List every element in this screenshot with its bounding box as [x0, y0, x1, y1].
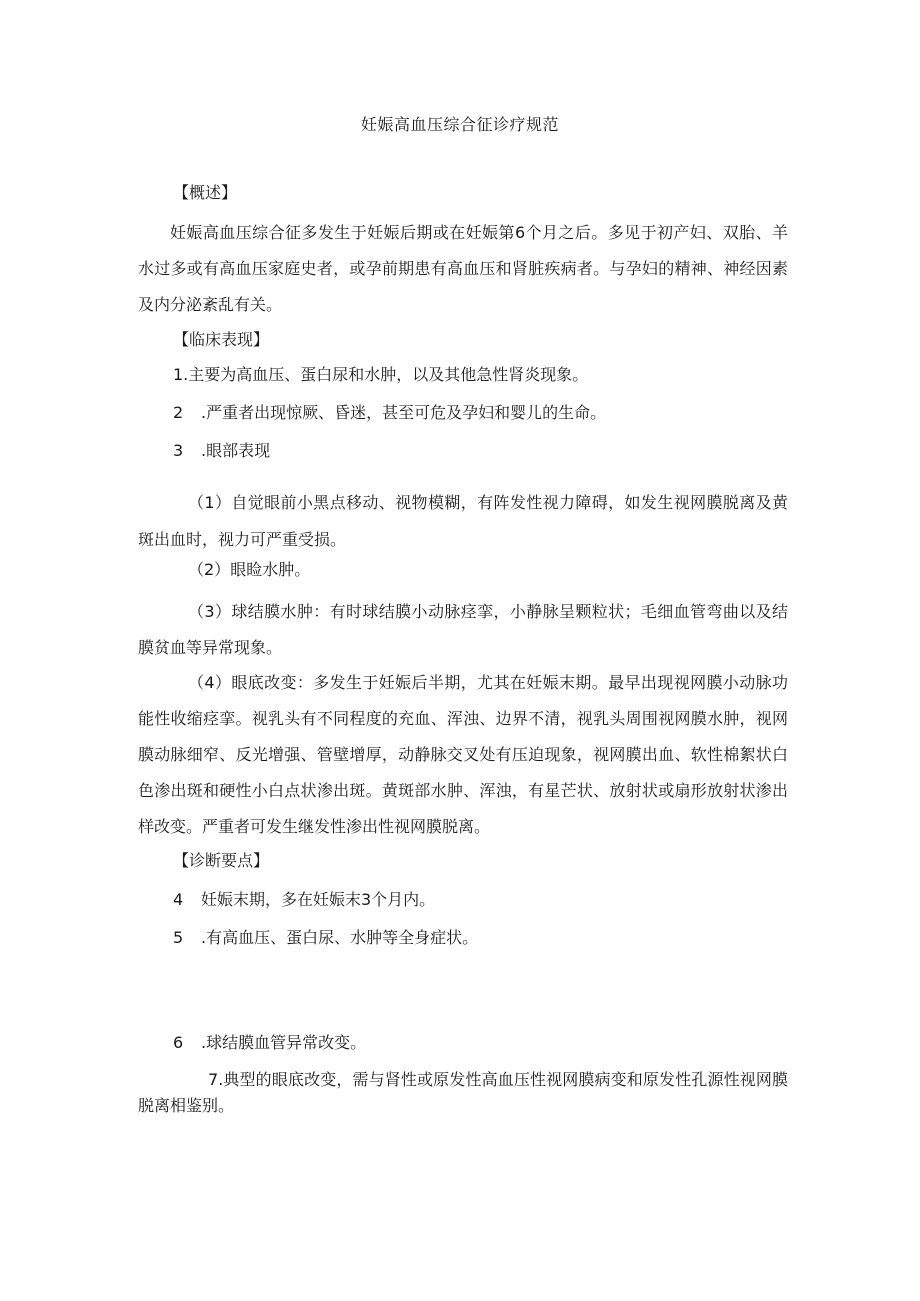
clinical-item-num: 2	[173, 403, 184, 422]
clinical-item-3	[138, 438, 788, 464]
diagnosis-item-4	[138, 887, 788, 913]
diagnosis-item-7	[138, 1067, 788, 1119]
clinical-item-text: 主要为高血压、蛋白尿和水肿，以及其他急性肾炎现象。	[188, 365, 589, 384]
diagnosis-item-num: 5	[173, 928, 184, 947]
eye-item-2	[138, 557, 788, 583]
diagnosis-section	[138, 848, 788, 874]
clinical-item-num: 1.	[173, 365, 189, 384]
document-title: 妊娠高血压综合征诊疗规范	[360, 115, 559, 134]
eye-item-num: （1）	[188, 493, 232, 512]
eye-item-num: （2）	[188, 560, 231, 579]
clinical-item-num: 3	[173, 441, 184, 460]
diagnosis-item-text: .有高血压、蛋白尿、水肿等全身症状。	[201, 928, 479, 947]
clinical-item-text: .眼部表现	[201, 441, 271, 460]
diagnosis-item-5	[138, 925, 788, 951]
diagnosis-item-text: .球结膜血管异常改变。	[201, 1033, 367, 1052]
eye-item-text: 球结膜水肿：有时球结膜小动脉痉挛，小静脉呈颗粒状；毛细血管弯曲以及结膜贫血等异常现象。	[138, 602, 788, 657]
eye-item-num: （3）	[188, 602, 232, 621]
diagnosis-item-6	[138, 1030, 788, 1056]
clinical-item-text: .严重者出现惊厥、昏迷，甚至可危及孕妇和婴儿的生命。	[201, 403, 607, 422]
overview-body	[138, 215, 788, 323]
overview-text: 妊娠高血压综合征多发生于妊娠后期或在妊娠第6个月之后。多见于初产妇、双胎、羊水过多或有高血压家庭史者，或孕前期患有高血压和肾脏疾病者。与孕妇的精神、神经因素及内分泌紊乱有关。	[138, 223, 788, 314]
eye-item-text: 眼底改变：多发生于妊娠后半期，尤其在妊娠末期。最早出现视网膜小动脉功能性收缩痉挛。视乳头有不同程度的充血、浑浊、边界不清，视乳头周围视网膜水肿，视网膜动脉细窄、反光增强、管壁增厚，动静脉交叉处有压迫现象，视网膜出血、软性棉絮状白色渗出斑和硬性小白点状渗出斑。黄斑部水肿、浑浊，有星芒状、放射状或扇形放射状渗出样改变。严重者可发生继发性渗出性视网膜脱离。	[138, 673, 788, 836]
clinical-item-1	[138, 362, 788, 388]
eye-item-text: 眼睑水肿。	[230, 560, 311, 579]
clinical-section	[138, 327, 788, 353]
diagnosis-item-num: 6	[173, 1033, 184, 1052]
overview-heading: 【概述】	[173, 183, 238, 202]
diagnosis-item-text: 妊娠末期，多在妊娠末3个月内。	[201, 890, 436, 909]
eye-item-num: （4）	[188, 673, 232, 692]
eye-item-3	[138, 594, 788, 666]
diagnosis-item-text: .典型的眼底改变，需与肾性或原发性高血压性视网膜病变和原发性孔源性视网膜脱离相鉴别。	[138, 1070, 788, 1115]
diagnosis-item-num: 7	[208, 1070, 219, 1089]
eye-item-text: 自觉眼前小黑点移动、视物模糊，有阵发性视力障碍，如发生视网膜脱离及黄斑出血时，视力可严重受损。	[138, 493, 788, 549]
clinical-heading: 【临床表现】	[173, 330, 270, 349]
diagnosis-heading: 【诊断要点】	[173, 851, 270, 870]
overview-section	[138, 180, 788, 206]
clinical-item-2	[138, 400, 788, 426]
diagnosis-item-num: 4	[173, 890, 184, 909]
eye-item-1	[138, 484, 788, 558]
eye-item-4	[138, 665, 788, 845]
